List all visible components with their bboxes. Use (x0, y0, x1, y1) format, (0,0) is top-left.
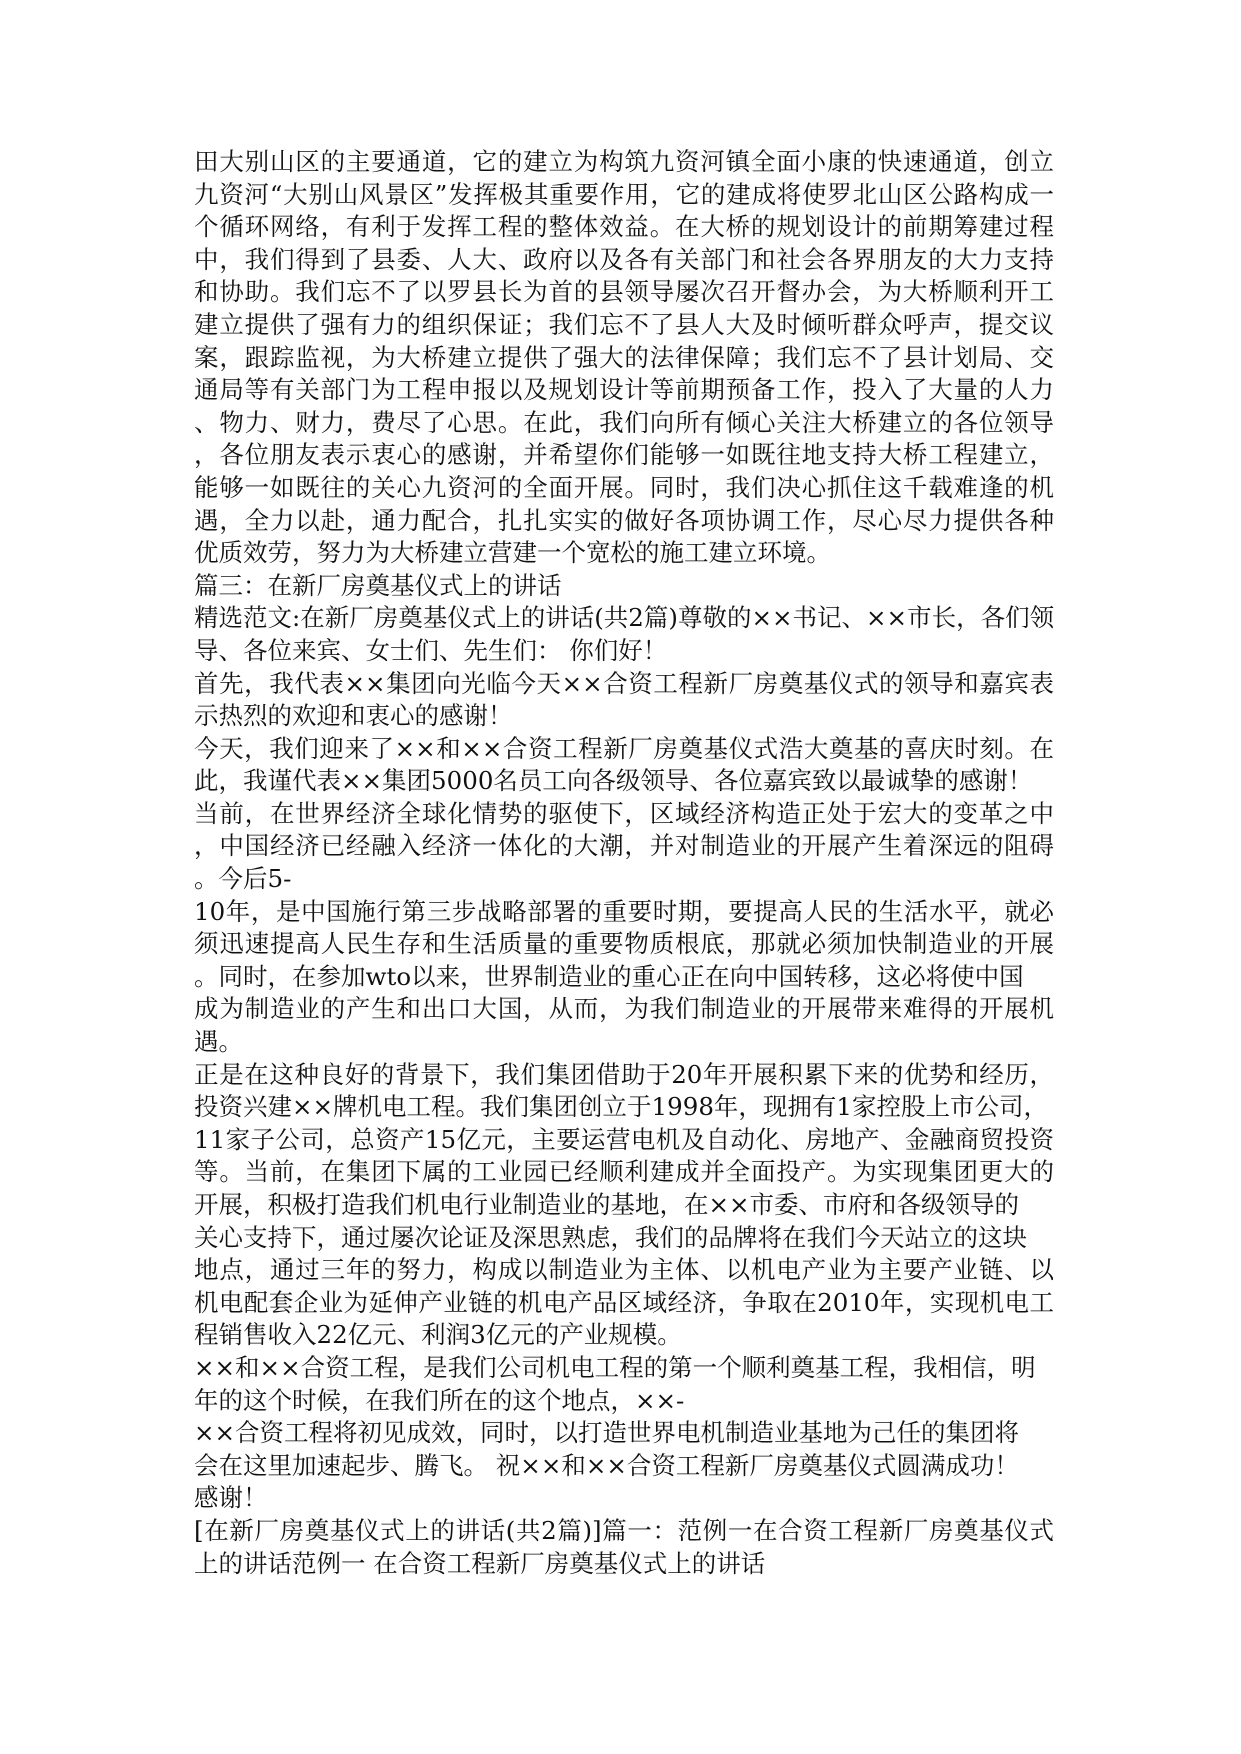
text-line: 案，跟踪监视，为大桥建立提供了强大的法律保障；我们忘不了县计划局、交 (194, 342, 1054, 372)
text-line: 11家子公司，总资产15亿元，主要运营电机及自动化、房地产、金融商贸投资 (194, 1124, 1054, 1154)
text-line: 当前，在世界经济全球化情势的驱使下，区域经济构造正处于宏大的变革之中 (194, 798, 1054, 828)
text-line: 优质效劳，努力为大桥建立营建一个宽松的施工建立环境。 (194, 538, 831, 568)
text-line: 示热烈的欢迎和衷心的感谢！ (194, 701, 513, 731)
text-line: 机电配套企业为延伸产业链的机电产品区域经济，争取在2010年，实现机电工 (194, 1287, 1054, 1317)
document-body (194, 146, 1054, 1580)
text-line: [在新厂房奠基仪式上的讲话(共2篇)]篇一：范例一在合资工程新厂房奠基仪式 (194, 1515, 1054, 1545)
text-line: 和协助。我们忘不了以罗县长为首的县领导屡次召开督办会，为大桥顺利开工 (194, 277, 1054, 307)
text-line: 地点，通过三年的努力，构成以制造业为主体、以机电产业为主要产业链、以 (194, 1255, 1054, 1285)
text-line: 遇。 (194, 1027, 243, 1057)
text-line: 精选范文:在新厂房奠基仪式上的讲话(共2篇)尊敬的××书记、××市长，各们领 (194, 603, 1055, 633)
text-line: 个循环网络，有利于发挥工程的整体效益。在大桥的规划设计的前期筹建过程 (194, 212, 1054, 242)
text-line: 。同时，在参加wto以来，世界制造业的重心正在向中国转移，这必将使中国 (194, 961, 1024, 991)
text-line: 导、各位来宾、女士们、先生们： 你们好！ (194, 635, 668, 665)
text-line: 程销售收入22亿元、利润3亿元的产业规模。 (194, 1320, 682, 1350)
text-line: 投资兴建××牌机电工程。我们集团创立于1998年，现拥有1家控股上市公司， (194, 1092, 1048, 1122)
text-line: ××合资工程将初见成效，同时，以打造世界电机制造业基地为己任的集团将 (194, 1418, 1020, 1448)
text-line: 须迅速提高人民生存和生活质量的重要物质根底，那就必须加快制造业的开展 (194, 929, 1054, 959)
text-line: 10年，是中国施行第三步战略部署的重要时期，要提高人民的生活水平，就必 (194, 896, 1054, 926)
text-line: 。今后5- (194, 864, 292, 894)
text-line: 首先，我代表××集团向光临今天××合资工程新厂房奠基仪式的领导和嘉宾表 (194, 668, 1054, 698)
text-line: 建立提供了强有力的组织保证；我们忘不了县人大及时倾听群众呼声，提交议 (194, 309, 1054, 339)
text-line: 此，我谨代表××集团5000名员工向各级领导、各位嘉宾致以最诚挚的感谢！ (194, 766, 1033, 796)
text-line: 篇三：在新厂房奠基仪式上的讲话 (194, 570, 562, 600)
text-line: 通局等有关部门为工程申报以及规划设计等前期预备工作，投入了大量的人力 (194, 375, 1054, 405)
text-line: 今天，我们迎来了××和××合资工程新厂房奠基仪式浩大奠基的喜庆时刻。在 (194, 733, 1054, 763)
text-line: 关心支持下，通过屡次论证及深思熟虑，我们的品牌将在我们今天站立的这块 (194, 1222, 1027, 1252)
text-line: ××和××合资工程，是我们公司机电工程的第一个顺利奠基工程，我相信，明 (194, 1352, 1036, 1382)
text-line: ，各位朋友表示衷心的感谢，并希望你们能够一如既往地支持大桥工程建立， (194, 440, 1054, 470)
text-line: 遇，全力以赴，通力配合，扎扎实实的做好各项协调工作，尽心尽力提供各种 (194, 505, 1054, 535)
text-line: 年的这个时候，在我们所在的这个地点，××- (194, 1385, 685, 1415)
text-line: 感谢！ (194, 1483, 268, 1513)
text-line: 九资河“大别山风景区”发挥极其重要作用，它的建成将使罗北山区公路构成一 (194, 179, 1054, 209)
text-line: 正是在这种良好的背景下，我们集团借助于20年开展积累下来的优势和经历， (194, 1059, 1054, 1089)
text-line: 开展，积极打造我们机电行业制造业的基地，在××市委、市府和各级领导的 (194, 1190, 1020, 1219)
text-line: 、物力、财力，费尽了心思。在此，我们向所有倾心关注大桥建立的各位领导 (194, 407, 1054, 437)
text-line: 田大别山区的主要通道，它的建立为构筑九资河镇全面小康的快速通道，创立 (194, 147, 1054, 176)
text-line: 上的讲话范例一 在合资工程新厂房奠基仪式上的讲话 (194, 1548, 766, 1578)
text-line: ，中国经济已经融入经济一体化的大潮，并对制造业的开展产生着深远的阻碍 (194, 831, 1054, 861)
text-line: 中，我们得到了县委、人大、政府以及各有关部门和社会各界朋友的大力支持 (194, 244, 1054, 274)
text-line: 等。当前，在集团下属的工业园已经顺利建成并全面投产。为实现集团更大的 (194, 1157, 1054, 1187)
text-line: 能够一如既往的关心九资河的全面开展。同时，我们决心抓住这千载难逢的机 (194, 472, 1054, 502)
text-line: 会在这里加速起步、腾飞。 祝××和××合资工程新厂房奠基仪式圆满成功！ (194, 1450, 1019, 1480)
text-line: 成为制造业的产生和出口大国，从而，为我们制造业的开展带来难得的开展机 (194, 994, 1054, 1024)
